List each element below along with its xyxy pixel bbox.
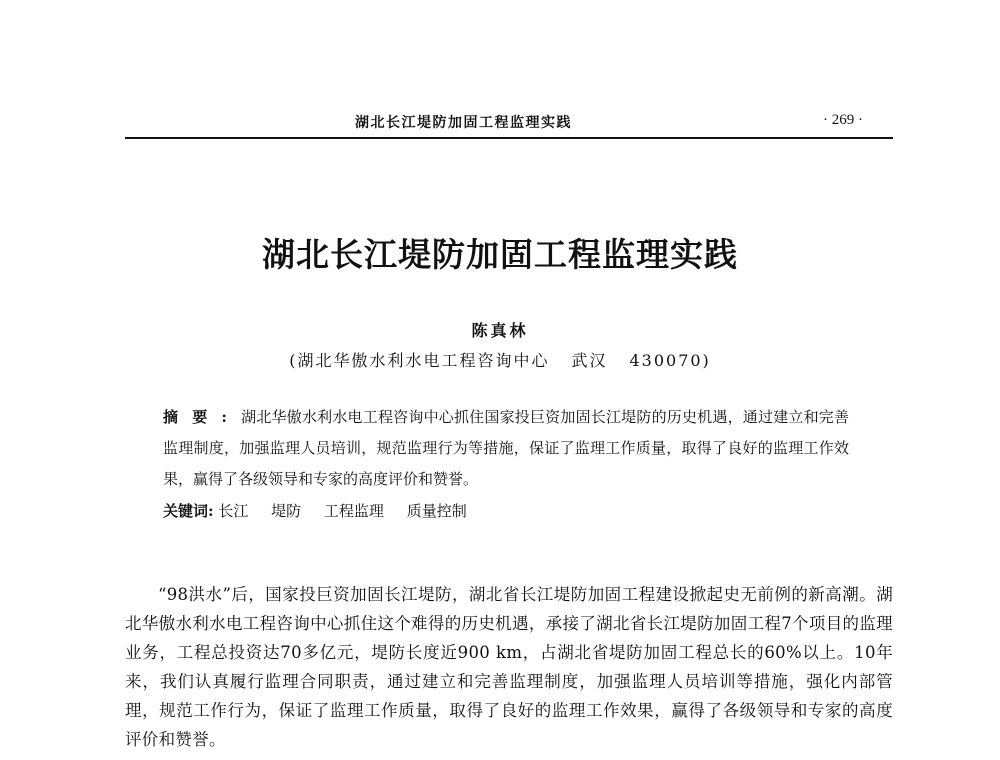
affiliation-city: 武汉 — [571, 351, 608, 370]
keyword: 工程监理 — [323, 502, 384, 520]
abstract-text: 湖北华傲水利水电工程咨询中心抓住国家投巨资加固长江堤防的历史机遇，通过建立和完善监理制度，加强监理人员培训，规范监理行为等措施，保证了监理工作质量，取得了良好的监理工作效果，赢得了各级领导和专家的高度评价和赞誉。 — [163, 408, 849, 488]
page-number: · 269 · — [823, 112, 863, 128]
keyword: 堤防 — [271, 502, 302, 520]
keyword: 长江 — [218, 502, 249, 520]
running-title: 湖北长江堤防加固工程监理实践 — [355, 115, 572, 131]
header-rule — [125, 137, 893, 139]
running-header — [125, 112, 893, 134]
keyword: 质量控制 — [406, 502, 467, 520]
abstract-label: 摘要: — [163, 408, 241, 426]
keywords — [163, 498, 849, 524]
affiliation-postcode: 430070) — [629, 351, 711, 370]
affiliation-org: (湖北华傲水利水电工程咨询中心 — [289, 351, 550, 370]
body-paragraph: “98洪水”后，国家投巨资加固长江堤防，湖北省长江堤防加固工程建设掀起史无前例的新高潮。湖北华傲水利水电工程咨询中心抓住这个难得的历史机遇，承接了湖北省长江堤防加固工程7个项目的监理业务，工程总投资达70多亿元，堤防长度近900 km，占湖北省堤防加固工程总长的60%以上。10年来，我们认真履行监理合同职责，通过建立和完善监理制度，加强监理人员培训等措施，强化内部管理，规范工作行为，保证了监理工作质量，取得了良好的监理工作效果，赢得了各级领导和专家的高度评价和赞誉。 — [125, 584, 893, 749]
paper-title: 湖北长江堤防加固工程监理实践 — [262, 235, 738, 275]
keywords-label: 关键词: — [163, 502, 214, 520]
author-name: 陈真林 — [471, 321, 529, 340]
author-affiliation — [0, 348, 1000, 371]
abstract — [163, 402, 849, 495]
